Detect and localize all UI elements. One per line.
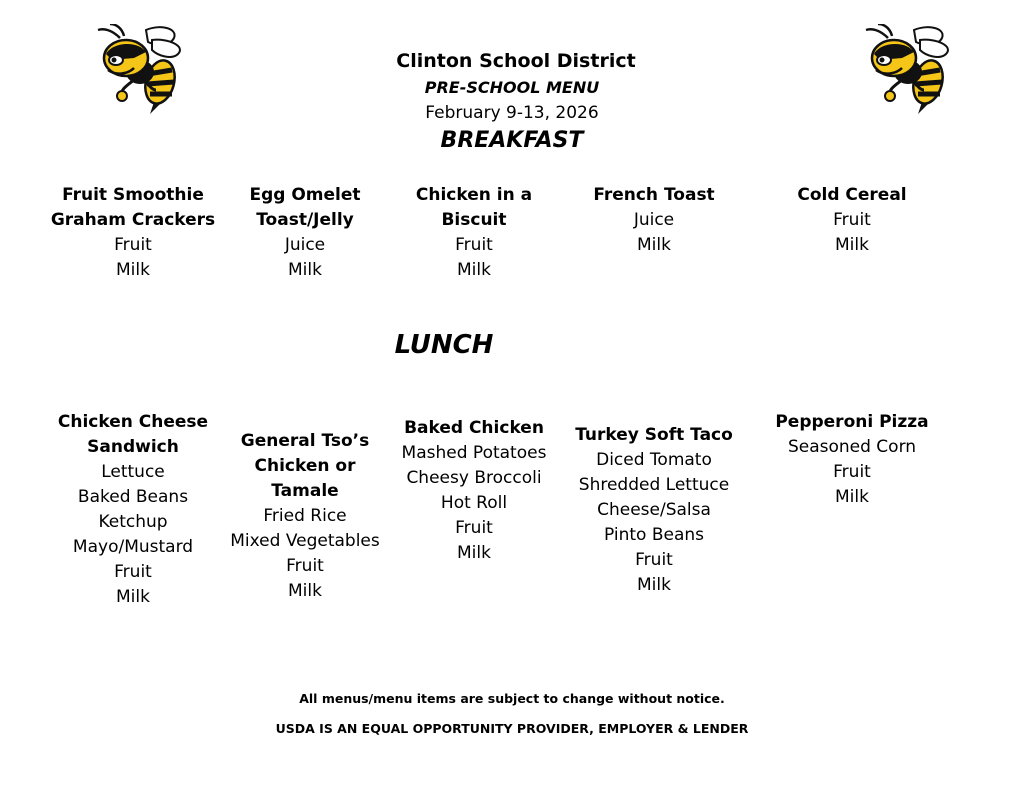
lunch-day-3 [384,416,564,566]
menu-side-item: Fruit [286,556,324,576]
menu-side-item: Shredded Lettuce [578,475,730,495]
menu-side-item: Milk [288,581,322,601]
menu-entree: Graham Crackers [50,210,216,230]
menu-side-item: Fruit [455,518,493,538]
menu-entree: Egg Omelet [249,185,361,205]
breakfast-title: BREAKFAST [440,128,584,153]
menu-side-item: Mayo/Mustard [72,537,194,557]
menu-dates: February 9-13, 2026 [425,103,599,123]
menu-entree: Tamale [271,481,339,501]
menu-side-item: Fruit [635,550,673,570]
usda-statement: USDA IS AN EQUAL OPPORTUNITY PROVIDER, EMPLOYER & LENDER [275,721,749,736]
menu-entree: Sandwich [87,437,179,457]
district-name: Clinton School District [396,50,636,72]
menu-side-item: Milk [288,260,322,280]
lunch-day-5 [762,410,942,510]
menu-side-item: Lettuce [101,462,165,482]
menu-side-item: Fried Rice [263,506,347,526]
menu-side-item: Milk [835,235,869,255]
lunch-day-2 [215,429,395,604]
menu-entree: Toast/Jelly [256,210,354,230]
menu-entree: Chicken Cheese [57,412,209,432]
menu-side-item: Cheesy Broccoli [406,468,542,488]
menu-side-item: Fruit [833,462,871,482]
menu-entree: Pepperoni Pizza [775,412,929,432]
lunch-day-4 [564,423,744,598]
menu-side-item: Mashed Potatoes [401,443,547,463]
menu-side-item: Seasoned Corn [787,437,917,457]
menu-entree: Fruit Smoothie [62,185,204,205]
breakfast-day-3 [384,183,564,283]
menu-side-item: Milk [116,260,150,280]
change-notice: All menus/menu items are subject to change without notice. [299,691,725,706]
menu-side-item: Ketchup [98,512,168,532]
menu-entree: Turkey Soft Taco [575,425,733,445]
menu-side-item: Juice [284,235,326,255]
lunch-title: LUNCH [394,330,494,360]
menu-entree: Chicken in a [415,185,533,205]
breakfast-day-1 [43,183,223,283]
menu-entree: French Toast [593,185,715,205]
menu-side-item: Hot Roll [440,493,508,513]
menu-entree: Cold Cereal [797,185,907,205]
menu-entree: Chicken or [254,456,356,476]
menu-side-item: Fruit [455,235,493,255]
menu-side-item: Baked Beans [77,487,189,507]
menu-side-item: Mixed Vegetables [230,531,380,551]
menu-side-item: Pinto Beans [603,525,705,545]
menu-side-item: Fruit [114,562,152,582]
menu-side-item: Milk [116,587,150,607]
breakfast-day-5 [762,183,942,258]
menu-side-item: Diced Tomato [596,450,712,470]
breakfast-day-2 [215,183,395,283]
menu-side-item: Milk [835,487,869,507]
menu-side-item: Fruit [833,210,871,230]
menu-side-item: Milk [637,235,671,255]
menu-side-item: Juice [633,210,675,230]
menu-side-item: Milk [457,543,491,563]
menu-side-item: Milk [457,260,491,280]
lunch-day-1 [43,410,223,610]
menu-entree: Biscuit [441,210,507,230]
menu-entree: Baked Chicken [404,418,544,438]
breakfast-day-4 [564,183,744,258]
menu-side-item: Cheese/Salsa [597,500,711,520]
menu-entree: General Tso’s [240,431,370,451]
menu-type: PRE-SCHOOL MENU [424,78,600,97]
menu-side-item: Milk [637,575,671,595]
menu-side-item: Fruit [114,235,152,255]
